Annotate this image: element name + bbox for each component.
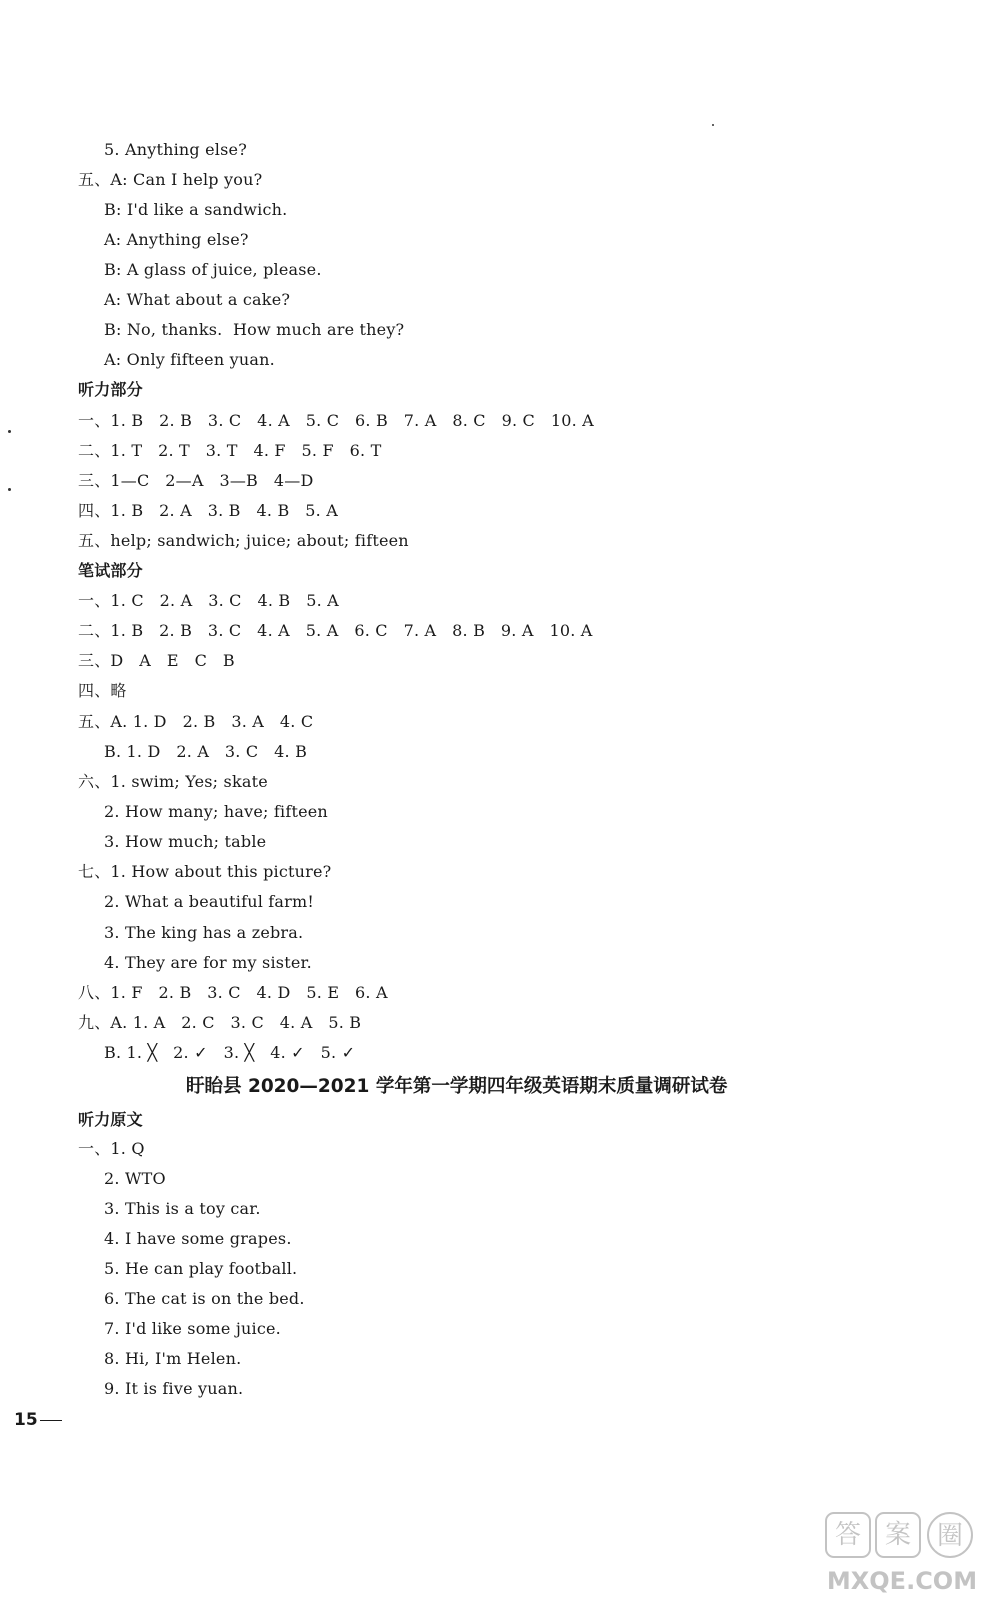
transcript-line: 3. This is a toy car. <box>104 1199 261 1218</box>
answer-row: 七、1. How about this picture? <box>78 862 332 881</box>
answer-row: 五、A. 1. D 2. B 3. A 4. C <box>78 712 314 731</box>
answer-row: 3. How much; table <box>104 832 267 851</box>
answer-row: 2. How many; have; fifteen <box>104 802 328 821</box>
answer-row: B. 1. ╳ 2. ✓ 3. ╳ 4. ✓ 5. ✓ <box>104 1043 356 1062</box>
answer-row: 一、1. B 2. B 3. C 4. A 5. C 6. B 7. A 8. C 9. C 10. A <box>78 411 594 430</box>
svg-text:案: 案 <box>884 1520 912 1550</box>
transcript-line: 8. Hi, I'm Helen. <box>104 1349 242 1368</box>
text-line: B: No, thanks. How much are they? <box>104 320 405 339</box>
text-line: A: What about a cake? <box>104 290 291 309</box>
svg-text:答: 答 <box>834 1520 862 1550</box>
page-number-dash <box>40 1420 62 1421</box>
answer-row: 二、1. B 2. B 3. C 4. A 5. A 6. C 7. A 8. B 9. A 10. A <box>78 621 593 640</box>
answer-row: 2. What a beautiful farm! <box>104 892 315 911</box>
answer-row: 三、D A E C B <box>78 651 235 670</box>
transcript-line: 5. He can play football. <box>104 1259 298 1278</box>
answer-row: 六、1. swim; Yes; skate <box>78 772 268 791</box>
answer-row: 二、1. T 2. T 3. T 4. F 5. F 6. T <box>78 441 382 460</box>
section-heading-written: 笔试部分 <box>78 561 143 580</box>
transcript-line: 一、1. Q <box>78 1139 145 1158</box>
answer-row: 八、1. F 2. B 3. C 4. D 5. E 6. A <box>78 983 388 1002</box>
answer-row: 四、略 <box>78 681 127 700</box>
answer-row: 四、1. B 2. A 3. B 4. B 5. A <box>78 501 338 520</box>
page-number: 15 <box>14 1410 38 1430</box>
text-line: A: Only fifteen yuan. <box>104 350 275 369</box>
transcript-line: 4. I have some grapes. <box>104 1229 292 1248</box>
svg-text:MXQE.COM: MXQE.COM <box>826 1567 978 1595</box>
answer-row: 4. They are for my sister. <box>104 953 312 972</box>
text-line: B: A glass of juice, please. <box>104 260 322 279</box>
answer-row: 三、1—C 2—A 3—B 4—D <box>78 471 314 490</box>
watermark-logo-icon <box>822 1507 982 1597</box>
text-line: 5. Anything else? <box>104 140 247 159</box>
section-heading-transcript: 听力原文 <box>78 1110 143 1129</box>
text-line: 五、A: Can I help you? <box>78 170 263 189</box>
transcript-line: 9. It is five yuan. <box>104 1379 244 1398</box>
answer-row: 3. The king has a zebra. <box>104 923 304 942</box>
scan-speck <box>8 430 11 433</box>
answer-row: 五、help; sandwich; juice; about; fifteen <box>78 531 409 550</box>
scan-speck <box>712 124 714 126</box>
transcript-line: 7. I'd like some juice. <box>104 1319 281 1338</box>
exam-title: 盱眙县 2020—2021 学年第一学期四年级英语期末质量调研试卷 <box>186 1076 728 1097</box>
svg-text:圈: 圈 <box>936 1521 964 1551</box>
answer-row: B. 1. D 2. A 3. C 4. B <box>104 742 308 761</box>
section-heading-listening: 听力部分 <box>78 380 143 399</box>
scan-speck <box>8 488 11 491</box>
text-line: A: Anything else? <box>104 230 249 249</box>
text-line: B: I'd like a sandwich. <box>104 200 288 219</box>
transcript-line: 2. WTO <box>104 1169 166 1188</box>
transcript-line: 6. The cat is on the bed. <box>104 1289 305 1308</box>
answer-row: 九、A. 1. A 2. C 3. C 4. A 5. B <box>78 1013 362 1032</box>
answer-row: 一、1. C 2. A 3. C 4. B 5. A <box>78 591 339 610</box>
